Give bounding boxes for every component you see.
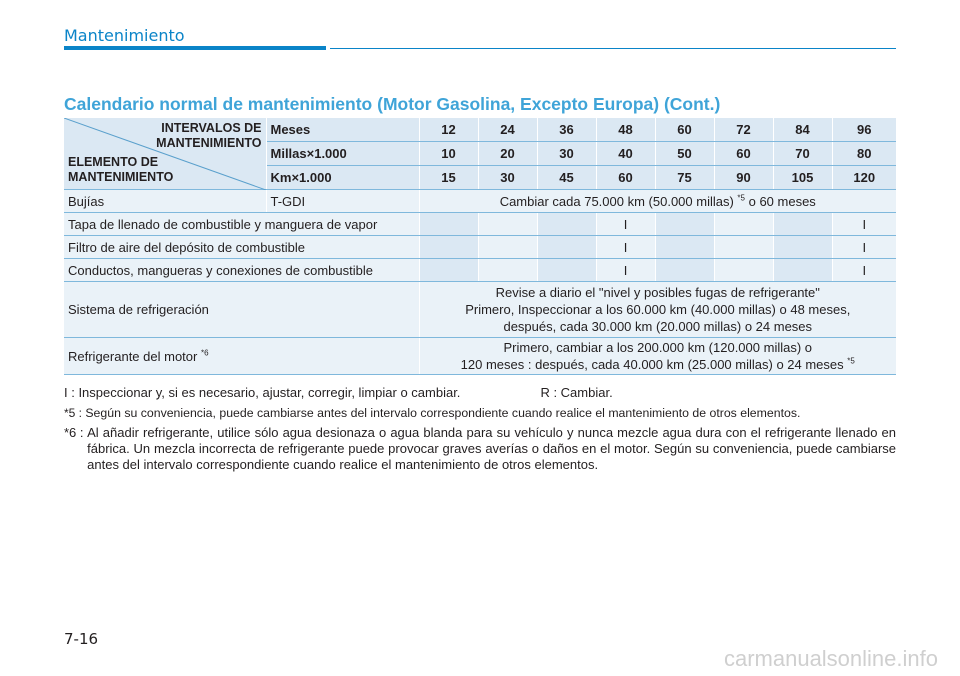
schedule-cell xyxy=(773,236,832,259)
interval-value: 105 xyxy=(773,166,832,190)
item-label: Sistema de refrigeración xyxy=(64,282,419,338)
row-cooling-system xyxy=(64,282,896,338)
schedule-cell xyxy=(537,236,596,259)
page-number: 7-16 xyxy=(64,630,99,648)
schedule-cell xyxy=(478,259,537,282)
schedule-cell: I xyxy=(596,236,655,259)
section-title: Mantenimiento xyxy=(64,26,185,45)
interval-value: 36 xyxy=(537,118,596,142)
schedule-cell xyxy=(714,259,773,282)
schedule-cell: I xyxy=(596,259,655,282)
interval-value: 48 xyxy=(596,118,655,142)
engine-label: T-GDI xyxy=(266,190,419,213)
item-label: Filtro de aire del depósito de combustible xyxy=(64,236,419,259)
schedule-cell xyxy=(714,236,773,259)
interval-value: 30 xyxy=(478,166,537,190)
schedule-cell xyxy=(478,213,537,236)
watermark: carmanualsonline.info xyxy=(723,646,938,671)
schedule-cell xyxy=(537,213,596,236)
interval-label: Meses xyxy=(266,118,419,142)
spark-plug-schedule: Cambiar cada 75.000 km (50.000 millas) $^{*5}$ o 60 meses xyxy=(419,190,896,213)
schedule-cell: I xyxy=(832,213,896,236)
interval-value: 40 xyxy=(596,142,655,166)
corner-item-label: ELEMENTO DE MANTENIMIENTO xyxy=(68,155,174,184)
footnote-5 xyxy=(64,405,896,421)
interval-value: 15 xyxy=(419,166,478,190)
row-spark-plugs xyxy=(64,190,896,213)
header-rule-thick xyxy=(64,46,326,50)
table-corner-cell xyxy=(64,118,266,190)
footnotes xyxy=(64,385,896,477)
interval-value: 60 xyxy=(655,118,714,142)
legend-line xyxy=(64,385,896,401)
schedule-cell xyxy=(714,213,773,236)
schedule-cell: I xyxy=(596,213,655,236)
interval-value: 12 xyxy=(419,118,478,142)
row-tank-air-filter xyxy=(64,236,896,259)
schedule-cell xyxy=(655,259,714,282)
interval-value: 120 xyxy=(832,166,896,190)
interval-value: 75 xyxy=(655,166,714,190)
interval-row-months xyxy=(64,118,896,142)
interval-value: 20 xyxy=(478,142,537,166)
interval-value: 10 xyxy=(419,142,478,166)
interval-label: Km×1.000 xyxy=(266,166,419,190)
row-engine-coolant xyxy=(64,338,896,375)
interval-value: 70 xyxy=(773,142,832,166)
schedule-cell xyxy=(773,259,832,282)
interval-value: 24 xyxy=(478,118,537,142)
schedule-cell xyxy=(419,259,478,282)
row-fuel-cap xyxy=(64,213,896,236)
interval-value: 45 xyxy=(537,166,596,190)
interval-value: 72 xyxy=(714,118,773,142)
footnote-key: *6 : xyxy=(64,425,88,440)
interval-label: Millas×1.000 xyxy=(266,142,419,166)
item-label: Tapa de llenado de combustible y manguera de vapor xyxy=(64,213,419,236)
interval-value: 80 xyxy=(832,142,896,166)
schedule-cell xyxy=(419,236,478,259)
footnote-key: *5 : xyxy=(64,406,86,420)
footnote-text: Al añadir refrigerante, utilice sólo agua desionaza o agua blanda para su vehículo y nunca mezcle agua dura con el refrigerante llenado en fábrica. Un mezcla incorrecta de refrigerante puede provocar graves averías o daños en el motor. Según su conveniencia, puede cambiarse antes del intervalo correspondiente cuando realice el mantenimiento de otros elementos. xyxy=(87,425,896,472)
interval-value: 60 xyxy=(596,166,655,190)
interval-value: 30 xyxy=(537,142,596,166)
interval-value: 96 xyxy=(832,118,896,142)
footnote-text: Según su conveniencia, puede cambiarse antes del intervalo correspondiente cuando realice el mantenimiento de otros elementos. xyxy=(85,406,801,420)
schedule-cell xyxy=(419,213,478,236)
item-label: Conductos, mangueras y conexiones de combustible xyxy=(64,259,419,282)
page-heading: Calendario normal de mantenimiento (Motor Gasolina, Excepto Europa) (Cont.) xyxy=(64,94,721,114)
schedule-cell xyxy=(773,213,832,236)
coolant-schedule: Primero, cambiar a los 200.000 km (120.000 millas) o 120 meses : después, cada 40.000 km (25.000 millas) o 24 meses $^{*5}$ xyxy=(419,338,896,375)
interval-value: 84 xyxy=(773,118,832,142)
cooling-schedule: Revise a diario el "nivel y posibles fugas de refrigerante" Primero, Inspeccionar a los 60.000 km (40.000 millas) o 48 meses, después, cada 30.000 km (20.000 millas) o 24 meses xyxy=(419,282,896,338)
legend-inspect: I : Inspeccionar y, si es necesario, ajustar, corregir, limpiar o cambiar. xyxy=(64,385,461,400)
schedule-cell: I xyxy=(832,236,896,259)
interval-value: 60 xyxy=(714,142,773,166)
corner-interval-label: INTERVALOS DE MANTENIMIENTO xyxy=(156,121,262,150)
item-label: Refrigerante del motor $^{*6}$ xyxy=(64,338,419,375)
row-fuel-lines xyxy=(64,259,896,282)
header-rule-thin xyxy=(330,48,896,49)
schedule-cell xyxy=(655,213,714,236)
schedule-cell xyxy=(478,236,537,259)
interval-value: 90 xyxy=(714,166,773,190)
interval-value: 50 xyxy=(655,142,714,166)
schedule-cell xyxy=(537,259,596,282)
maintenance-table xyxy=(64,118,896,375)
schedule-cell: I xyxy=(832,259,896,282)
item-label: Bujías xyxy=(64,190,266,213)
schedule-cell xyxy=(655,236,714,259)
legend-replace: R : Cambiar. xyxy=(540,385,613,400)
footnote-6 xyxy=(64,425,896,473)
